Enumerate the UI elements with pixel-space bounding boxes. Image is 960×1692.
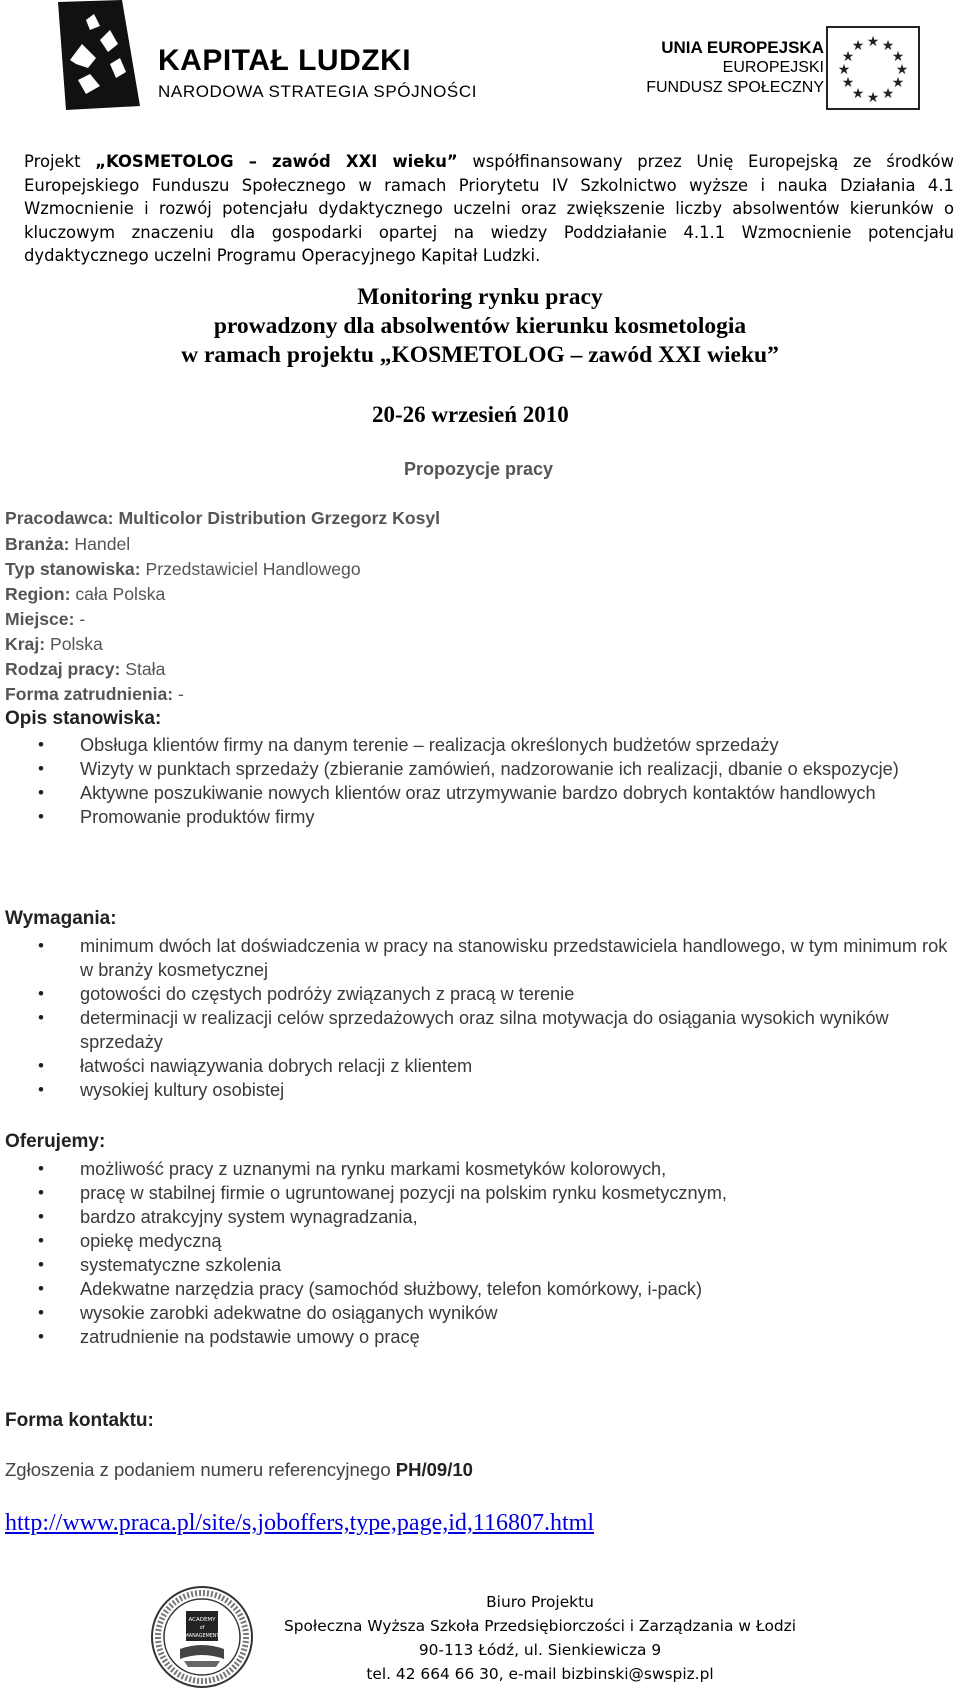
eu-line-1: UNIA EUROPEJSKA	[661, 38, 824, 57]
field-place-value: -	[79, 609, 86, 629]
eu-line-3: FUNDUSZ SPOŁECZNY	[646, 79, 824, 96]
project-intro-paragraph	[24, 150, 954, 268]
kapital-ludzki-logo-text: KAPITAŁ LUDZKI	[158, 44, 412, 77]
svg-text:★: ★	[841, 49, 855, 65]
field-employment-form-label: Forma zatrudnienia:	[5, 684, 174, 704]
list-item: • wysokie zarobki adekwatne do osiąganych wyników	[0, 1301, 960, 1325]
contact-heading: Forma kontaktu:	[5, 1410, 154, 1431]
field-place-label: Miejsce:	[5, 609, 75, 629]
field-country-value: Polska	[49, 634, 103, 654]
svg-text:★: ★	[866, 34, 880, 50]
list-item: • Aktywne poszukiwanie nowych klientów oraz utrzymywanie bardzo dobrych kontaktów handlowych	[0, 781, 960, 805]
list-item: • wysokiej kultury osobistej	[0, 1078, 960, 1102]
field-employer	[5, 508, 440, 529]
footer-line-3: 90-113 Łódź, ul. Sienkiewicza 9	[418, 1641, 662, 1659]
svg-text:★: ★	[841, 75, 855, 91]
list-item: • możliwość pracy z uznanymi na rynku markami kosmetyków kolorowych,	[0, 1157, 960, 1181]
intro-project-name: „KOSMETOLOG – zawód XXI wieku”	[95, 152, 458, 171]
contact-note	[5, 1459, 473, 1481]
field-work-type-label: Rodzaj pracy:	[5, 659, 121, 679]
field-industry-label: Branża:	[5, 534, 70, 554]
field-region-value: cała Polska	[75, 584, 166, 604]
kapital-ludzki-logo-subtext: NARODOWA STRATEGIA SPÓJNOŚCI	[158, 82, 478, 101]
footer-line-1: Biuro Projektu	[486, 1593, 594, 1611]
svg-text:★: ★	[881, 38, 895, 54]
list-item: • Adekwatne narzędzia pracy (samochód służbowy, telefon komórkowy, i-pack)	[0, 1277, 960, 1301]
field-place	[5, 609, 85, 630]
svg-text:★: ★	[851, 86, 865, 102]
field-position-type-label: Typ stanowiska:	[5, 559, 141, 579]
list-item: • bardzo atrakcyjny system wynagradzania,	[0, 1205, 960, 1229]
field-employment-form	[5, 684, 184, 705]
job-offer-link[interactable]: http://www.praca.pl/site/s,joboffers,type,page,id,116807.html	[5, 1510, 595, 1536]
list-item: • łatwości nawiązywania dobrych relacji z klientem	[0, 1054, 960, 1078]
footer-line-2: Społeczna Wyższa Szkoła Przedsiębiorczości i Zarządzania w Łodzi	[283, 1617, 797, 1635]
list-item: • minimum dwóch lat doświadczenia w pracy na stanowisku przedstawiciela handlowego, w tym minimum rok w branży kosmetycznej	[0, 934, 960, 982]
contact-note-text: Zgłoszenia z podaniem numeru referencyjnego	[5, 1459, 396, 1480]
list-item: • opiekę medyczną	[0, 1229, 960, 1253]
list-item: • Wizyty w punktach sprzedaży (zbieranie zamówień, nadzorowanie ich realizacji, dbanie o ekspozycje)	[0, 757, 960, 781]
description-list	[0, 733, 960, 829]
list-item: • pracę w stabilnej firmie o ugruntowanej pozycji na polskim rynku kosmetycznym,	[0, 1181, 960, 1205]
document-title-line-2: prowadzony dla absolwentów kierunku kosmetologia	[213, 313, 747, 339]
field-employer-label: Pracodawca:	[5, 508, 114, 528]
field-industry-value: Handel	[74, 534, 131, 554]
job-offers-heading: Propozycje pracy	[404, 459, 554, 479]
svg-text:★: ★	[866, 90, 880, 106]
svg-text:of: of	[199, 1625, 205, 1631]
list-item: • zatrudnienie na podstawie umowy o pracę	[0, 1325, 960, 1349]
svg-text:★: ★	[891, 75, 905, 91]
svg-text:★: ★	[891, 49, 905, 65]
footer-line-4: tel. 42 664 66 30, e-mail bizbinski@swspiz.pl	[366, 1665, 714, 1683]
field-position-type	[5, 559, 361, 580]
description-heading: Opis stanowiska:	[5, 708, 162, 729]
list-item: • gotowości do częstych podróży związanych z pracą w terenie	[0, 982, 960, 1006]
requirements-heading: Wymagania:	[5, 908, 117, 929]
eu-flag-icon	[826, 26, 920, 110]
intro-prefix: Projekt	[24, 152, 96, 171]
eu-logo-text	[614, 38, 824, 98]
footer-contact-block	[260, 1590, 820, 1686]
list-item: • systematyczne szkolenia	[0, 1253, 960, 1277]
document-title-line-3: w ramach projektu „KOSMETOLOG – zawód XXI wieku”	[181, 342, 779, 368]
svg-text:★: ★	[837, 62, 851, 78]
field-work-type-value: Stała	[125, 659, 166, 679]
field-country	[5, 634, 103, 655]
svg-text:★: ★	[881, 86, 895, 102]
eu-line-2: EUROPEJSKI	[722, 59, 824, 76]
field-region-label: Region:	[5, 584, 71, 604]
reference-number: PH/09/10	[395, 1459, 473, 1480]
offer-heading: Oferujemy:	[5, 1131, 106, 1152]
field-region	[5, 584, 165, 605]
field-work-type	[5, 659, 165, 680]
university-seal-logo	[150, 1585, 254, 1689]
field-country-label: Kraj:	[5, 634, 46, 654]
offer-list	[0, 1157, 960, 1349]
svg-text:ACADEMY: ACADEMY	[188, 1617, 216, 1623]
requirements-list	[0, 934, 960, 1102]
list-item: • Promowanie produktów firmy	[0, 805, 960, 829]
list-item: • Obsługa klientów firmy na danym terenie – realizacja określonych budżetów sprzedaży	[0, 733, 960, 757]
field-employment-form-value: -	[178, 684, 184, 704]
svg-text:★: ★	[851, 38, 865, 54]
field-employer-value: Multicolor Distribution Grzegorz Kosyl	[118, 508, 441, 528]
svg-text:MANAGEMENT: MANAGEMENT	[184, 1634, 220, 1639]
svg-text:★: ★	[895, 62, 909, 78]
date-range: 20-26 wrzesień 2010	[372, 402, 569, 427]
field-industry	[5, 534, 130, 555]
document-title-line-1: Monitoring rynku pracy	[357, 284, 603, 310]
intro-rest: współfinansowany przez Unię Europejską ze środków Europejskiego Funduszu Społecznego w ramach Priorytetu IV Szkolnictwo wyższe i nauka Działania 4.1 Wzmocnienie i rozwój potencjału dydaktycznego uczelni oraz zwiększenie liczby absolwentów kierunków o kluczowym znaczeniu dla gospodarki opartej na wiedzy Poddziałanie 4.1.1 Wzmocnienie potencjału dydaktycznego uczelni Programu Operacyjnego Kapitał Ludzki.	[24, 152, 954, 265]
field-position-type-value: Przedstawiciel Handlowego	[145, 559, 361, 579]
list-item: • determinacji w realizacji celów sprzedażowych oraz silna motywacja do osiągania wysokich wyników sprzedaży	[0, 1006, 960, 1054]
